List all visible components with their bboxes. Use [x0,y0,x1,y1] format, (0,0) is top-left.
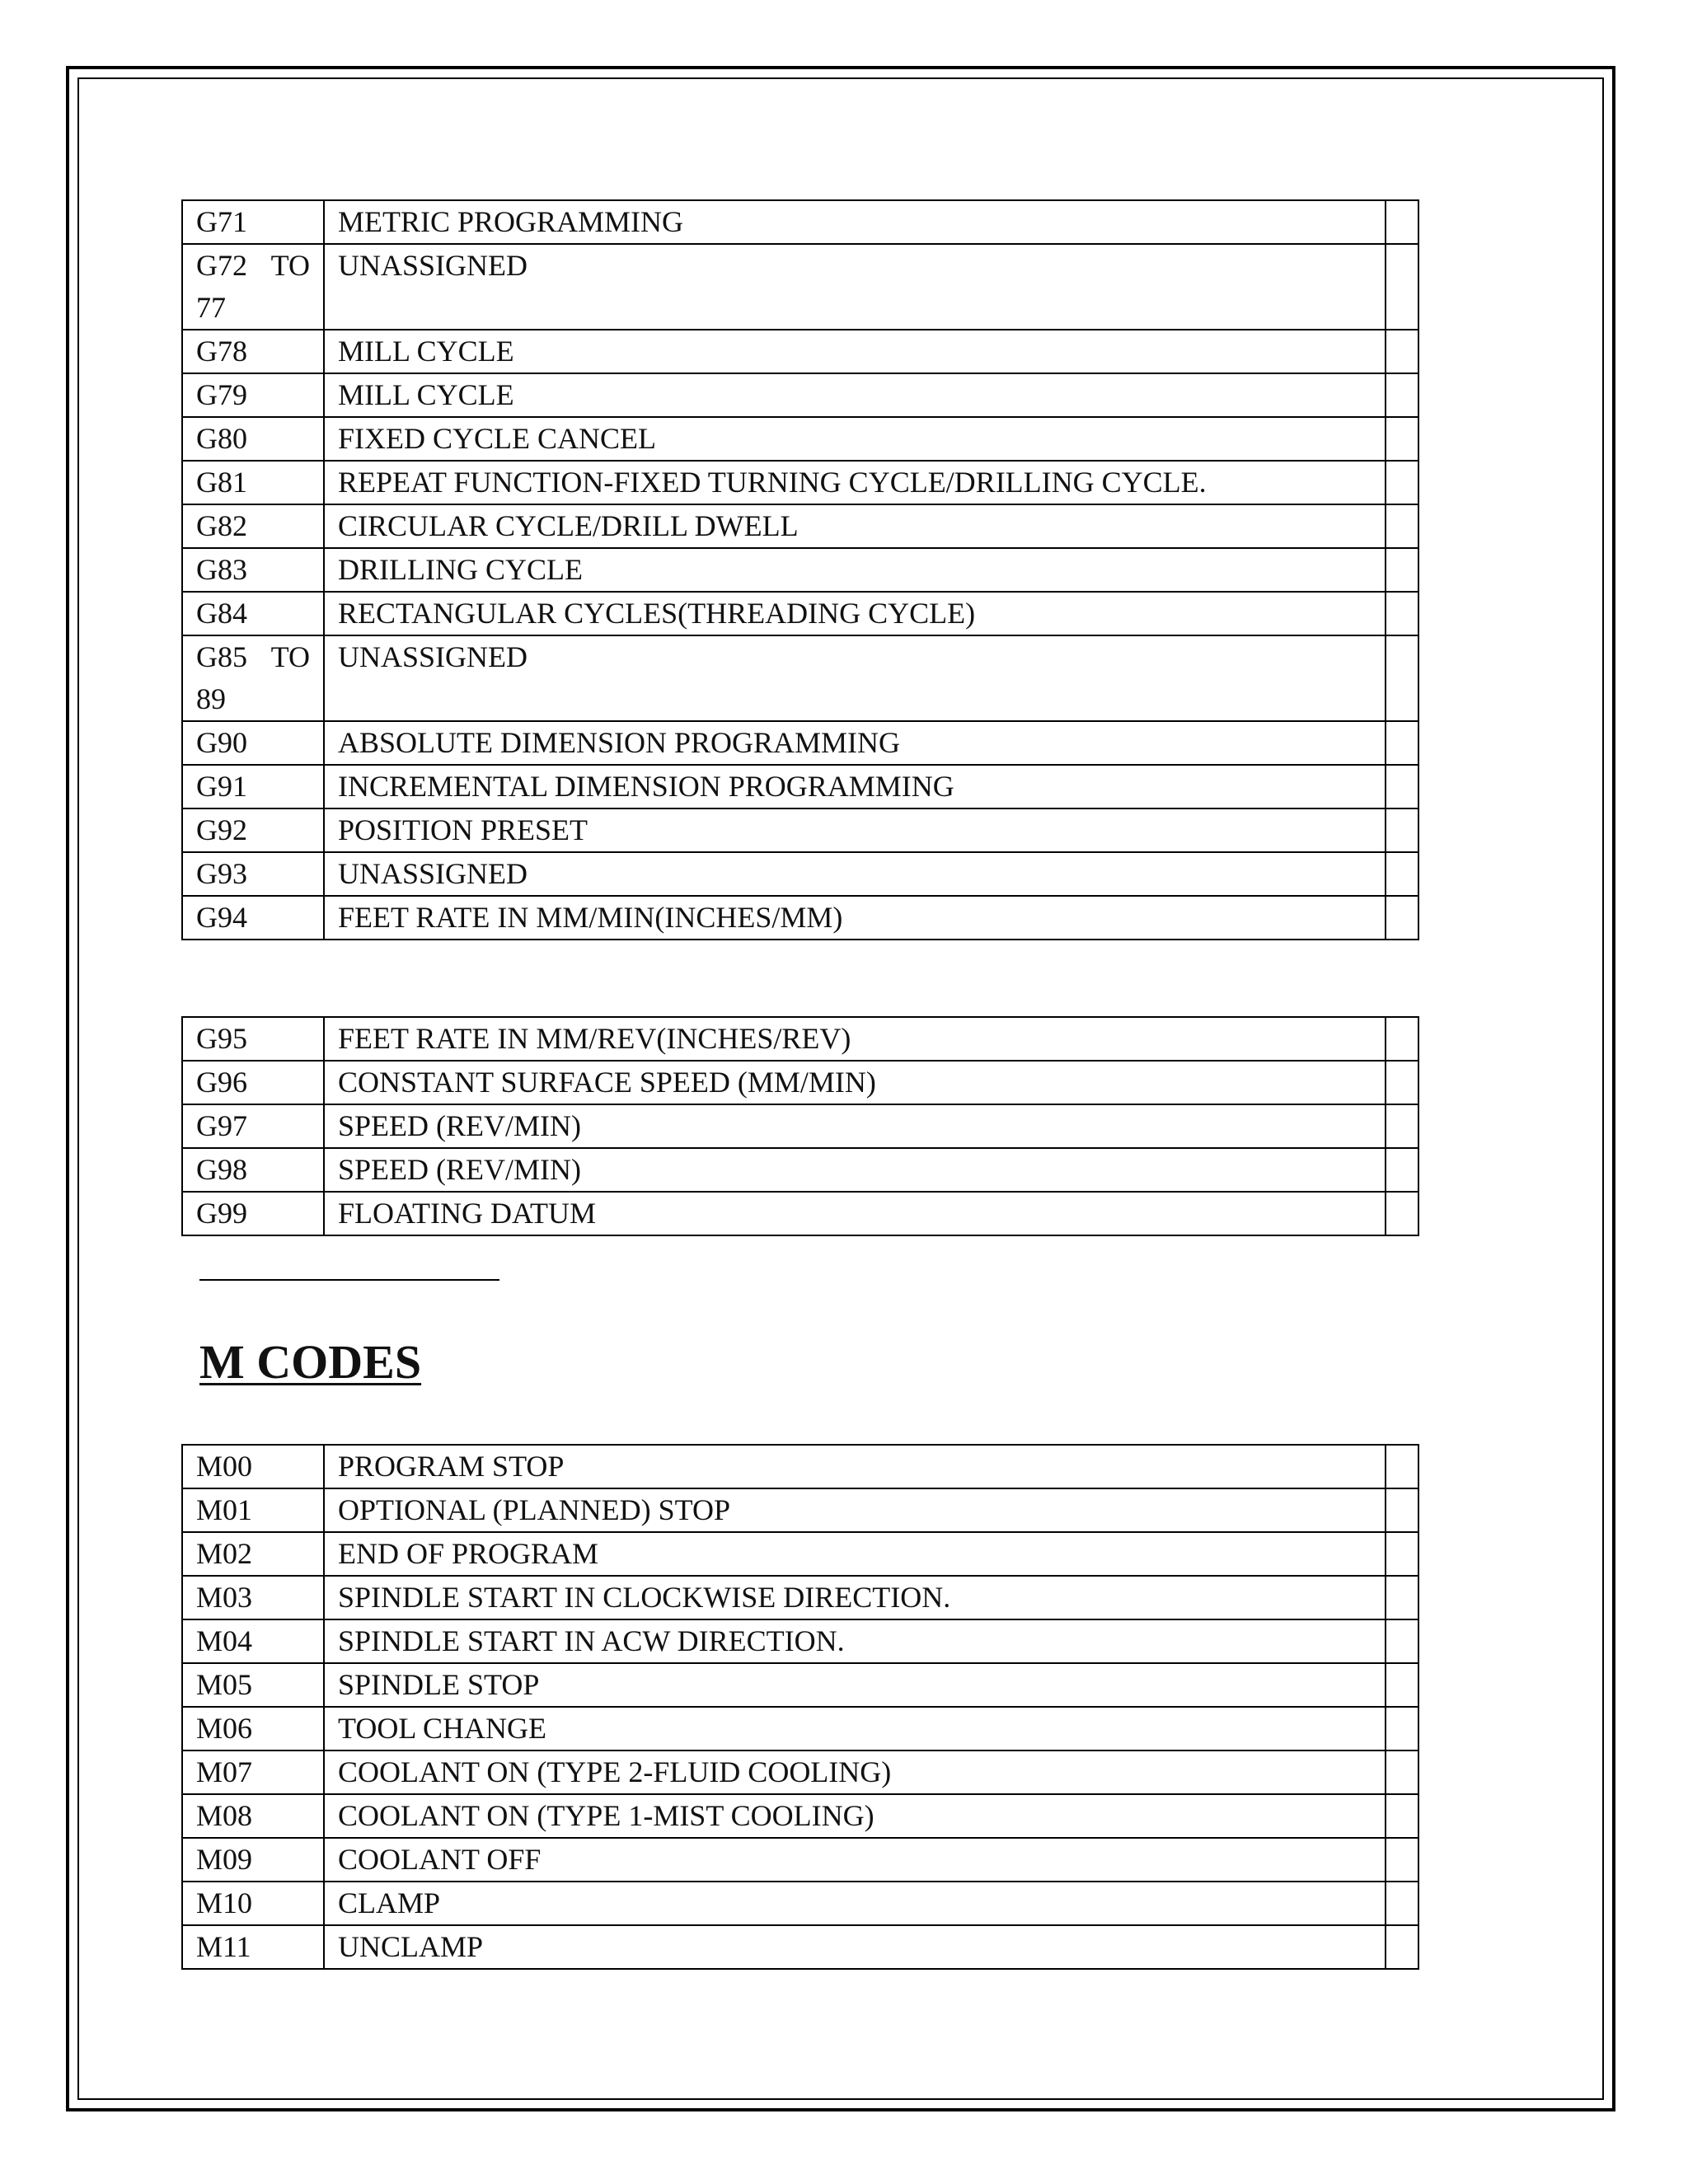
table-row [182,330,1418,373]
blank-cell [1386,592,1418,635]
table-row [182,592,1418,635]
blank-cell [1386,1838,1418,1882]
table-row [182,635,1418,721]
blank-cell [1386,548,1418,592]
blank-cell [1386,1445,1418,1488]
blank-cell [1386,896,1418,940]
blank-cell [1386,1707,1418,1750]
blank-cell [1386,765,1418,808]
code-cell: M04 [182,1619,324,1663]
code-cell: G97 [182,1104,324,1148]
blank-cell [1386,1794,1418,1838]
blank-cell [1386,1925,1418,1969]
table-row [182,1750,1418,1794]
code-cell: M09 [182,1838,324,1882]
code-cell: G93 [182,852,324,896]
code-cell: M07 [182,1750,324,1794]
code-cell: M08 [182,1794,324,1838]
description-cell: OPTIONAL (PLANNED) STOP [324,1488,1386,1532]
table-row [182,417,1418,461]
code-cell: G82 [182,504,324,548]
table-row [182,765,1418,808]
blank-cell [1386,721,1418,765]
table-row [182,1794,1418,1838]
table-row [182,1707,1418,1750]
blank-cell [1386,200,1418,244]
blank-cell [1386,504,1418,548]
blank-cell [1386,373,1418,417]
table-row [182,1445,1418,1488]
description-cell: MILL CYCLE [324,373,1386,417]
table-row [182,1104,1418,1148]
code-cell: G94 [182,896,324,940]
code-cell: G85 TO 89 [182,635,324,721]
section-divider-rule [199,1279,499,1281]
description-cell: CLAMP [324,1882,1386,1925]
table-row [182,1925,1418,1969]
blank-cell [1386,244,1418,330]
table-row [182,1488,1418,1532]
description-cell: INCREMENTAL DIMENSION PROGRAMMING [324,765,1386,808]
code-cell: G90 [182,721,324,765]
code-cell: G99 [182,1192,324,1235]
blank-cell [1386,1148,1418,1192]
blank-cell [1386,1192,1418,1235]
description-cell: SPEED (REV/MIN) [324,1148,1386,1192]
description-cell: CONSTANT SURFACE SPEED (MM/MIN) [324,1061,1386,1104]
code-cell: G84 [182,592,324,635]
table-row [182,1192,1418,1235]
blank-cell [1386,1619,1418,1663]
m-codes-heading: M CODES [199,1335,422,1389]
description-cell: SPINDLE START IN ACW DIRECTION. [324,1619,1386,1663]
blank-cell [1386,1750,1418,1794]
table-row [182,1061,1418,1104]
description-cell: ABSOLUTE DIMENSION PROGRAMMING [324,721,1386,765]
code-cell: G79 [182,373,324,417]
code-cell: G92 [182,808,324,852]
description-cell: UNASSIGNED [324,635,1386,721]
description-cell: PROGRAM STOP [324,1445,1386,1488]
blank-cell [1386,1104,1418,1148]
m-codes-table-body [182,1445,1418,1969]
description-cell: FEET RATE IN MM/MIN(INCHES/MM) [324,896,1386,940]
description-cell: POSITION PRESET [324,808,1386,852]
table-row [182,373,1418,417]
table-row [182,1148,1418,1192]
description-cell: REPEAT FUNCTION-FIXED TURNING CYCLE/DRILLING CYCLE. [324,461,1386,504]
description-cell: SPEED (REV/MIN) [324,1104,1386,1148]
table-row [182,896,1418,940]
description-cell: UNASSIGNED [324,244,1386,330]
table-row [182,1619,1418,1663]
description-cell: DRILLING CYCLE [324,548,1386,592]
code-cell: G91 [182,765,324,808]
code-cell: G71 [182,200,324,244]
code-cell: G95 [182,1017,324,1061]
description-cell: UNCLAMP [324,1925,1386,1969]
description-cell: RECTANGULAR CYCLES(THREADING CYCLE) [324,592,1386,635]
table-row [182,808,1418,852]
blank-cell [1386,852,1418,896]
table-row [182,1576,1418,1619]
blank-cell [1386,461,1418,504]
description-cell: FEET RATE IN MM/REV(INCHES/REV) [324,1017,1386,1061]
table-row [182,1882,1418,1925]
description-cell: METRIC PROGRAMMING [324,200,1386,244]
description-cell: COOLANT ON (TYPE 1-MIST COOLING) [324,1794,1386,1838]
code-cell: M10 [182,1882,324,1925]
code-cell: G80 [182,417,324,461]
code-cell: M06 [182,1707,324,1750]
table-row [182,1838,1418,1882]
code-cell: G98 [182,1148,324,1192]
code-cell: M00 [182,1445,324,1488]
description-cell: CIRCULAR CYCLE/DRILL DWELL [324,504,1386,548]
description-cell: FLOATING DATUM [324,1192,1386,1235]
code-cell: G96 [182,1061,324,1104]
table-row [182,721,1418,765]
blank-cell [1386,1061,1418,1104]
table-row [182,1663,1418,1707]
code-cell: G81 [182,461,324,504]
g-codes-table-2 [181,1016,1419,1236]
blank-cell [1386,1017,1418,1061]
blank-cell [1386,1488,1418,1532]
description-cell: TOOL CHANGE [324,1707,1386,1750]
description-cell: COOLANT ON (TYPE 2-FLUID COOLING) [324,1750,1386,1794]
code-cell: G72 TO 77 [182,244,324,330]
description-cell: MILL CYCLE [324,330,1386,373]
description-cell: SPINDLE START IN CLOCKWISE DIRECTION. [324,1576,1386,1619]
code-cell: M11 [182,1925,324,1969]
blank-cell [1386,330,1418,373]
blank-cell [1386,1532,1418,1576]
code-cell: M05 [182,1663,324,1707]
table-row [182,200,1418,244]
code-cell: M03 [182,1576,324,1619]
blank-cell [1386,1663,1418,1707]
table-row [182,461,1418,504]
description-cell: COOLANT OFF [324,1838,1386,1882]
code-cell: G83 [182,548,324,592]
table-row [182,852,1418,896]
table-row [182,548,1418,592]
table-row [182,504,1418,548]
g-codes-table-1-body [182,200,1418,940]
description-cell: END OF PROGRAM [324,1532,1386,1576]
description-cell: UNASSIGNED [324,852,1386,896]
blank-cell [1386,1576,1418,1619]
blank-cell [1386,417,1418,461]
description-cell: SPINDLE STOP [324,1663,1386,1707]
g-codes-table-1 [181,199,1419,940]
table-row [182,244,1418,330]
table-row [182,1017,1418,1061]
code-cell: G78 [182,330,324,373]
code-cell: M02 [182,1532,324,1576]
table-row [182,1532,1418,1576]
m-codes-table [181,1444,1419,1970]
code-cell: M01 [182,1488,324,1532]
description-cell: FIXED CYCLE CANCEL [324,417,1386,461]
g-codes-table-2-body [182,1017,1418,1235]
blank-cell [1386,1882,1418,1925]
blank-cell [1386,635,1418,721]
blank-cell [1386,808,1418,852]
